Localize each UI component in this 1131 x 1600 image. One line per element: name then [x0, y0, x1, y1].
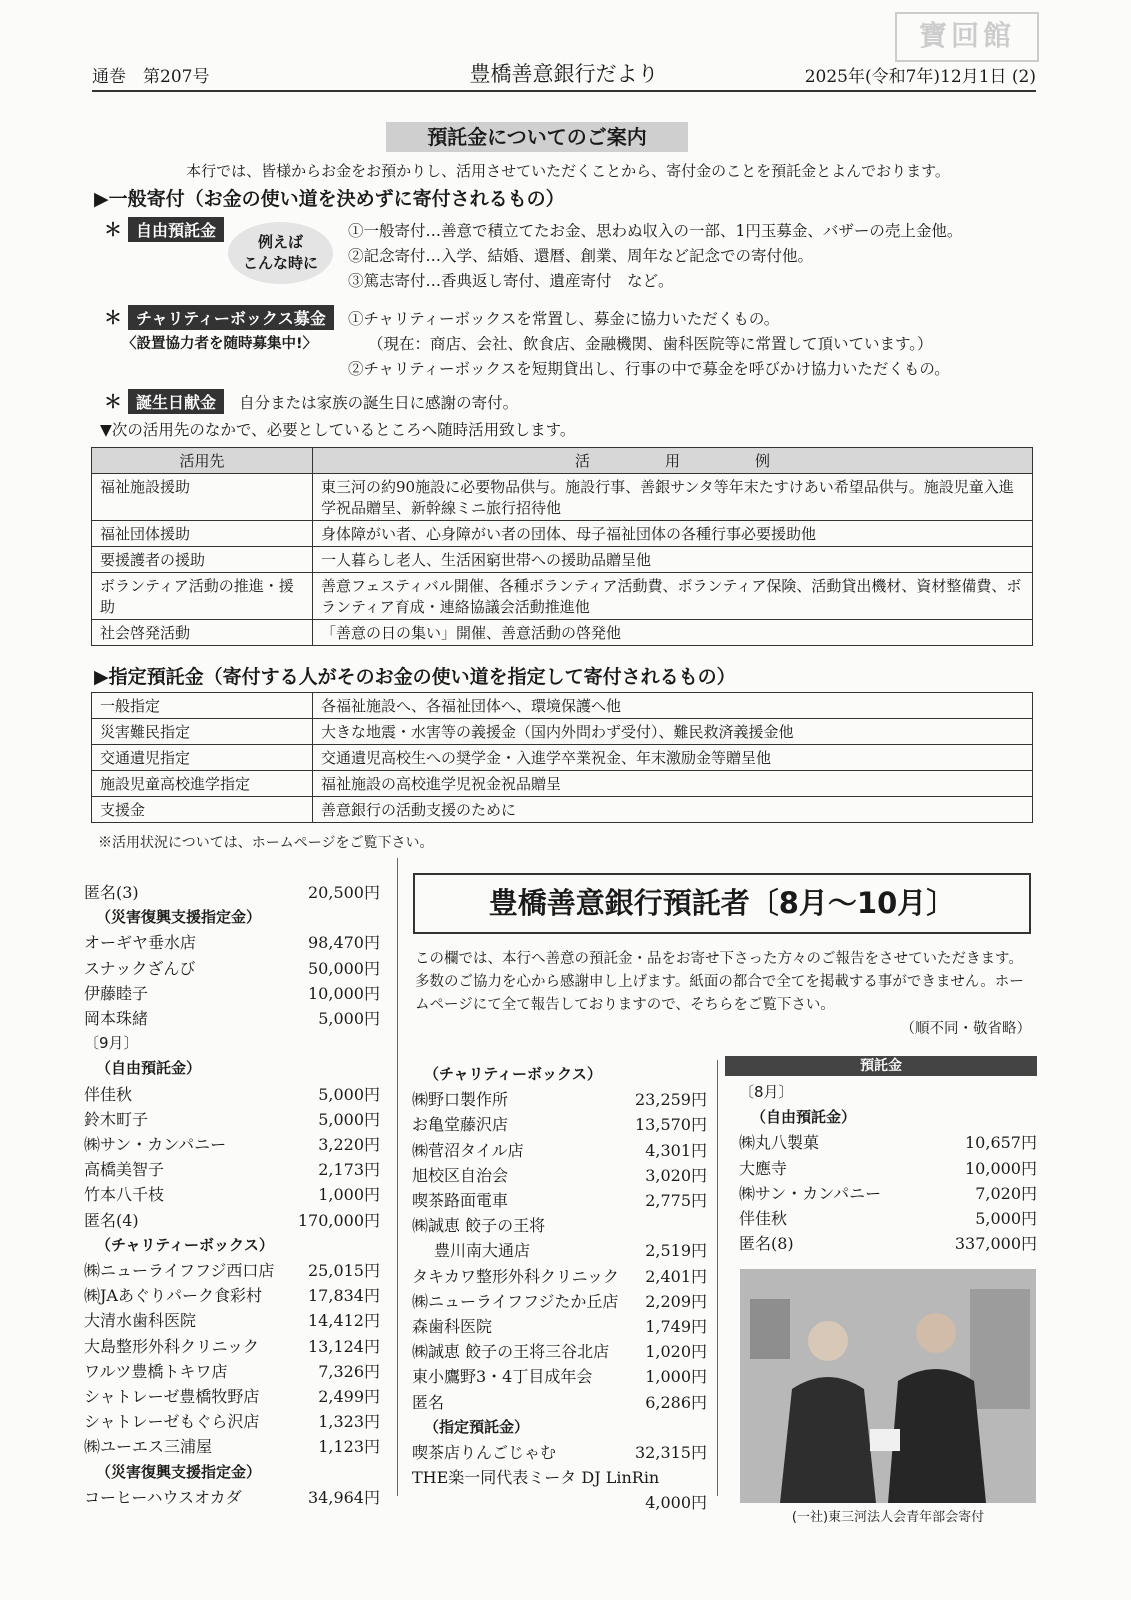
designation-use: 福祉施設の高校進学児祝金祝品贈呈: [313, 771, 1033, 797]
free-deposit-tag: 自由預託金: [128, 217, 224, 242]
donation-amount: 1,123円: [318, 1437, 380, 1457]
list-item: [412, 1188, 707, 1213]
donation-amount: 25,015円: [308, 1261, 380, 1281]
order-note: （順不同・敬省略）: [900, 1021, 1031, 1037]
table-row: [92, 719, 1033, 745]
donation-amount: 2,499円: [318, 1387, 380, 1407]
list-item: [739, 1130, 1037, 1155]
donor-name: ㈱ユーエス三浦屋: [84, 1437, 213, 1457]
charity-box-label: [104, 304, 334, 330]
donor-name: ㈱ニューライフフジ西口店: [84, 1261, 275, 1281]
donation-amount: 1,000円: [318, 1185, 380, 1205]
donor-name: ㈱JAあぐりパーク食彩村: [84, 1286, 262, 1306]
donation-amount: 23,259円: [635, 1090, 707, 1110]
table-row: [92, 620, 1033, 646]
list-item: [412, 1087, 707, 1112]
donor-name: ㈱ニューライフフジたか丘店: [412, 1291, 619, 1311]
usage-footnote: ※活用状況については、ホームページをご覧下さい。: [98, 835, 434, 851]
donor-name: ワルツ豊橋トキワ店: [84, 1361, 228, 1381]
example-bubble: [228, 222, 333, 284]
donation-amount: 5,000円: [318, 1009, 380, 1029]
charity-box-tag: チャリティーボックス募金: [128, 305, 334, 330]
donor-name: 岡本珠緒: [84, 1009, 149, 1029]
donor-list-column-3: [739, 1080, 1037, 1256]
donor-name: 伊藤睦子: [84, 983, 149, 1003]
birthday-label: [104, 388, 518, 416]
donor-name: 大清水歯科医院: [84, 1311, 197, 1331]
list-item: [739, 1156, 1037, 1181]
list-item: [84, 956, 380, 981]
column-divider: [717, 1060, 718, 1496]
donor-name: 大島整形外科クリニック: [84, 1336, 260, 1356]
guide-intro: 本行では、皆様からお金をお預かりし、活用させていただくことから、寄付金のことを預託金とよんでおります。: [186, 162, 950, 180]
donor-name: ㈱誠恵 餃子の王将三谷北店: [412, 1342, 610, 1362]
list-item: [412, 1490, 707, 1515]
donor-name: ㈱丸八製菓: [739, 1133, 820, 1153]
donation-amount: 34,964円: [308, 1487, 380, 1507]
designation-type: 施設児童高校進学指定: [92, 771, 313, 797]
month-heading: 〔8月〕: [739, 1083, 794, 1101]
donor-name: コーヒーハウスオカダ: [84, 1487, 242, 1507]
issue-date: 2025年(令和7年)12月1日 (2): [804, 67, 1036, 87]
charity-item-3: ②チャリティーボックスを短期貸出し、行事の中で募金を呼びかけ協力いただくもの。: [348, 360, 950, 378]
usage-example: 東三河の約90施設に必要物品供与。施設行事、善銀サンタ等年末たすけあい希望品供与。施設児童入進学祝品贈呈、新幹線ミニ旅行招待他: [313, 474, 1033, 521]
list-item: [412, 1112, 707, 1137]
donation-amount: 4,000円: [645, 1493, 707, 1513]
donor-name: 匿名(3): [84, 883, 139, 902]
list-item: [412, 1138, 707, 1163]
usage-note: ▼次の活用先のなかで、必要としているところへ随時活用致します。: [100, 421, 576, 439]
photo-caption: (一社)東三河法人会青年部会寄付: [791, 1510, 985, 1525]
donor-name: ㈱サン・カンパニー: [84, 1135, 227, 1155]
donor-name: 匿名: [412, 1392, 445, 1412]
list-item: [412, 1213, 707, 1238]
category-heading: （災害復興支援指定金）: [96, 1462, 262, 1481]
designation-type: 支援金: [92, 797, 313, 823]
designation-use: 各福祉施設へ、各福祉団体へ、環境保護へ他: [313, 693, 1033, 719]
usage-example: 身体障がい者、心身障がい者の団体、母子福祉団体の各種行事必要援助他: [313, 521, 1033, 547]
table-row: [92, 474, 1033, 521]
column-divider: [397, 858, 398, 1496]
charity-item-1: ①チャリティーボックスを常置し、募金に協力いただくもの。: [348, 310, 780, 328]
free-deposit-items: [348, 219, 1038, 294]
list-item: [84, 1132, 380, 1157]
list-item: [84, 981, 380, 1006]
list-item: [84, 1485, 380, 1510]
list-item: [412, 1163, 707, 1188]
free-item-1: ①一般寄付…善意で積立てたお金、思わぬ収入の一部、1円玉募金、バザーの売上金他。: [348, 222, 963, 240]
donation-amount: 13,570円: [635, 1115, 707, 1135]
usage-target: ボランティア活動の推進・援助: [92, 573, 313, 620]
list-item: [739, 1231, 1037, 1256]
designation-type: 災害難民指定: [92, 719, 313, 745]
designation-use: 大きな地震・水害等の義援金（国内外問わず受付）、難民救済義援金他: [313, 719, 1033, 745]
list-item: [412, 1238, 707, 1263]
category-heading: （チャリティーボックス）: [96, 1235, 274, 1254]
usage-header-target: 活用先: [92, 448, 313, 474]
donation-amount: 2,401円: [645, 1266, 707, 1286]
donor-name: 森歯科医院: [412, 1317, 493, 1337]
donation-amount: 1,749円: [645, 1317, 707, 1337]
photo-illustration: [740, 1269, 1036, 1503]
list-item: [412, 1264, 707, 1289]
newsletter-stamp: 寶回館: [895, 12, 1039, 62]
list-item: [412, 1289, 707, 1314]
list-item: [84, 1359, 380, 1384]
usage-target: 社会啓発活動: [92, 620, 313, 646]
donor-name: 喫茶路面電車: [412, 1191, 509, 1211]
charity-item-2: （現在：商店、会社、飲食店、金融機関、歯科医院等に常置して頂いています。）: [368, 335, 933, 353]
example-bubble-text: 例えば こんな時に: [242, 233, 318, 272]
list-item: [84, 1334, 380, 1359]
donors-description-text: この欄では、本行へ善意の預託金・品をお寄せ下さった方々のご報告をさせていただきます。多数のご協力を心から感謝申し上げます。紙面の都合で全てを掲載する事ができません。ホームページにて全て報告しておりますので、そちらをご覧下さい。: [415, 951, 1024, 1013]
free-deposit-label: [104, 216, 224, 242]
donors-description: [415, 948, 1031, 1041]
issue-number: 通巻 第207号: [92, 67, 210, 87]
donation-amount: 2,209円: [645, 1291, 707, 1311]
donor-name: オーギヤ垂水店: [84, 933, 197, 953]
list-item: [84, 1107, 380, 1132]
newsletter-title: 豊橋善意銀行だより: [469, 62, 659, 86]
donor-name: ㈱誠恵 餃子の王将: [412, 1216, 546, 1236]
donation-amount: 4,301円: [645, 1140, 707, 1160]
donation-photo: [740, 1269, 1036, 1503]
list-item: [84, 930, 380, 955]
donation-amount: 1,020円: [645, 1342, 707, 1362]
donor-name: THE楽一同代表ミータ DJ LinRin: [412, 1468, 660, 1488]
donor-name: 豊川南大通店: [434, 1241, 531, 1261]
list-item: [739, 1181, 1037, 1206]
designation-type: 一般指定: [92, 693, 313, 719]
table-row: [92, 521, 1033, 547]
donation-amount: 20,500円: [308, 883, 380, 902]
usage-example: 一人暮らし老人、生活困窮世帯への援助品贈呈他: [313, 547, 1033, 573]
donor-name: ㈱菅沼タイル店: [412, 1140, 524, 1160]
list-item: [739, 1206, 1037, 1231]
asterisk: ＊: [104, 392, 122, 413]
list-item: [84, 1258, 380, 1283]
donation-amount: 98,470円: [308, 933, 380, 953]
category-heading: （指定預託金）: [424, 1417, 530, 1436]
donor-name: 大應寺: [739, 1158, 788, 1178]
usage-header-examples: 活 用 例: [313, 448, 1033, 474]
donation-amount: 17,834円: [308, 1286, 380, 1306]
designation-type: 交通遺児指定: [92, 745, 313, 771]
donation-amount: 13,124円: [308, 1336, 380, 1356]
donor-name: 鈴木町子: [84, 1109, 149, 1129]
asterisk: ＊: [104, 220, 122, 241]
list-item: [84, 880, 380, 905]
list-item: [412, 1390, 707, 1415]
birthday-tag: 誕生日献金: [128, 389, 224, 414]
donor-name: 竹本八千枝: [84, 1185, 165, 1205]
donor-name: 匿名(4): [84, 1210, 139, 1230]
category-heading: （チャリティーボックス）: [424, 1065, 602, 1083]
category-heading: （災害復興支援指定金）: [96, 908, 262, 927]
donation-amount: 50,000円: [308, 958, 380, 978]
list-item: [84, 1182, 380, 1207]
guide-banner: 預託金についてのご案内: [386, 122, 688, 152]
donor-name: シャトレーゼもぐら沢店: [84, 1412, 260, 1432]
donation-amount: 10,000円: [308, 983, 380, 1003]
table-row: [92, 547, 1033, 573]
donation-amount: 2,173円: [318, 1160, 380, 1180]
table-row: [92, 693, 1033, 719]
free-item-2: ②記念寄付…入学、結婚、還暦、創業、周年など記念での寄付他。: [348, 247, 814, 265]
list-item: [84, 1283, 380, 1308]
donor-name: お亀堂藤沢店: [412, 1115, 509, 1135]
donation-amount: 2,775円: [645, 1191, 707, 1211]
donation-amount: 170,000円: [297, 1210, 380, 1230]
designated-table: [91, 692, 1033, 823]
free-item-3: ③篤志寄付…香典返し寄付、遺産寄付 など。: [348, 272, 674, 290]
usage-example: 「善意の日の集い」開催、善意活動の啓発他: [313, 620, 1033, 646]
donor-name: 匿名(8): [739, 1234, 794, 1254]
asterisk: ＊: [104, 308, 122, 329]
usage-target: 福祉団体援助: [92, 521, 313, 547]
month-heading: 〔9月〕: [84, 1034, 139, 1053]
usage-table-header: [92, 448, 1033, 474]
birthday-text: 自分または家族の誕生日に感謝の寄付。: [239, 394, 519, 412]
donation-amount: 10,000円: [965, 1158, 1037, 1178]
usage-table: [91, 447, 1033, 646]
charity-items: [348, 307, 1038, 382]
donor-name: ㈱サン・カンパニー: [739, 1183, 882, 1203]
donation-amount: 3,020円: [645, 1165, 707, 1185]
donor-name: ㈱野口製作所: [412, 1090, 509, 1110]
list-item: [84, 1384, 380, 1409]
donor-name: 伴佳秋: [84, 1084, 133, 1104]
deposit-label: 預託金: [725, 1056, 1037, 1076]
list-item: [84, 1409, 380, 1434]
general-donation-heading: ▶一般寄付（お金の使い道を決めずに寄付されるもの）: [94, 188, 565, 210]
table-row: [92, 771, 1033, 797]
donor-name: 旭校区自治会: [412, 1165, 509, 1185]
table-row: [92, 745, 1033, 771]
donor-name: 喫茶店りんごじゃむ: [412, 1443, 557, 1463]
donation-amount: 1,000円: [645, 1367, 707, 1387]
donor-name: 高橋美智子: [84, 1160, 165, 1180]
list-item: [412, 1440, 707, 1465]
donation-amount: 7,020円: [975, 1183, 1037, 1203]
table-row: [92, 797, 1033, 823]
donation-amount: 2,519円: [645, 1241, 707, 1261]
donor-name: 伴佳秋: [739, 1209, 788, 1229]
list-item: [412, 1465, 707, 1490]
donation-amount: 5,000円: [318, 1084, 380, 1104]
list-item: [84, 1157, 380, 1182]
donation-amount: 5,000円: [318, 1109, 380, 1129]
donation-amount: 337,000円: [954, 1234, 1037, 1254]
donor-name: タキカワ整形外科クリニック: [412, 1266, 620, 1286]
designated-deposit-heading: ▶指定預託金（寄付する人がそのお金の使い道を指定して寄付されるもの）: [94, 666, 736, 688]
list-item: [84, 1308, 380, 1333]
designation-use: 善意銀行の活動支援のために: [313, 797, 1033, 823]
usage-target: 福祉施設援助: [92, 474, 313, 521]
donor-name: 東小鷹野3・4丁目成年会: [412, 1367, 593, 1387]
list-item: [84, 1082, 380, 1107]
category-heading: （自由預託金）: [96, 1059, 202, 1078]
list-item: [84, 1006, 380, 1031]
list-item: [412, 1364, 707, 1389]
table-row: [92, 573, 1033, 620]
list-item: [412, 1314, 707, 1339]
list-item: [84, 1434, 380, 1459]
usage-target: 要援護者の援助: [92, 547, 313, 573]
donation-amount: 14,412円: [308, 1311, 380, 1331]
donation-amount: 5,000円: [975, 1209, 1037, 1229]
donation-amount: 32,315円: [635, 1443, 707, 1463]
category-heading: （自由預託金）: [751, 1108, 857, 1127]
charity-recruit-note: 〈設置協力者を随時募集中!〉: [122, 336, 318, 352]
list-item: [84, 1208, 380, 1233]
donor-name: シャトレーゼ豊橋牧野店: [84, 1387, 260, 1407]
donor-list-column-2: [412, 1062, 707, 1516]
list-item: [412, 1339, 707, 1364]
donation-amount: 1,323円: [318, 1412, 380, 1432]
donor-list-column-1: [84, 880, 380, 1510]
donation-amount: 7,326円: [318, 1361, 380, 1381]
usage-example: 善意フェスティバル開催、各種ボランティア活動費、ボランティア保険、活動貸出機材、資材整備費、ボランティア育成・連絡協議会活動推進他: [313, 573, 1033, 620]
donor-name: スナックざんび: [84, 958, 196, 978]
page-header: [92, 56, 1036, 92]
designation-use: 交通遺児高校生への奨学金・入進学卒業祝金、年末激励金等贈呈他: [313, 745, 1033, 771]
donation-amount: 10,657円: [965, 1133, 1037, 1153]
donation-amount: 3,220円: [318, 1135, 380, 1155]
donors-title: 豊橋善意銀行預託者〔8月～10月〕: [413, 873, 1031, 934]
donation-amount: 6,286円: [645, 1392, 707, 1412]
